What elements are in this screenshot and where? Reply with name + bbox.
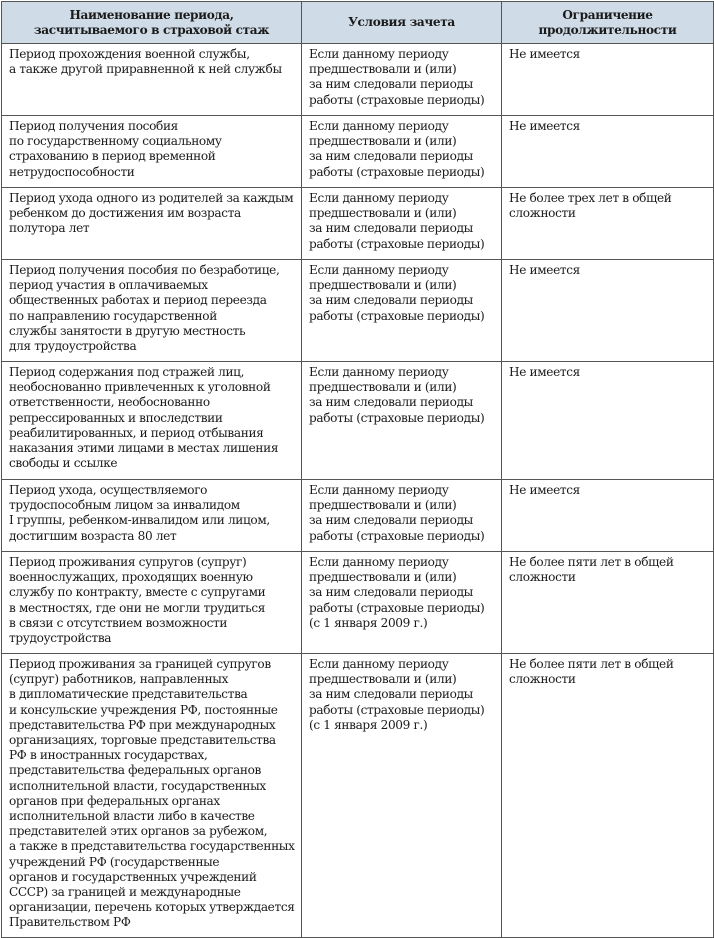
- table-row: [2, 654, 714, 938]
- condition-cell: Если данному периоду предшествовали и (или) за ним следовали периоды работы (страховые периоды): [302, 480, 502, 552]
- condition-cell: Если данному периоду предшествовали и (или) за ним следовали периоды работы (страховые периоды): [302, 260, 502, 362]
- limit-cell: Не имеется: [502, 362, 714, 480]
- insurance-periods-table: [1, 1, 714, 938]
- table-row: [2, 44, 714, 116]
- period-cell: Период прохождения военной службы, а также другой приравненной к ней службы: [2, 44, 302, 116]
- table-row: [2, 260, 714, 362]
- header-conditions: Условия зачета: [302, 2, 502, 44]
- table-row: [2, 188, 714, 260]
- limit-cell: Не имеется: [502, 480, 714, 552]
- header-duration-limit: Ограничение продолжительности: [502, 2, 714, 44]
- period-cell: Период получения пособия по безработице, период участия в оплачиваемых общественных работах и период переезда по направлению государственной службы занятости в другую местность для трудоустройства: [2, 260, 302, 362]
- limit-cell: Не более пяти лет в общей сложности: [502, 552, 714, 654]
- table-row: [2, 116, 714, 188]
- condition-cell: Если данному периоду предшествовали и (или) за ним следовали периоды работы (страховые периоды): [302, 362, 502, 480]
- header-row: [2, 2, 714, 44]
- condition-cell: Если данному периоду предшествовали и (или) за ним следовали периоды работы (страховые периоды) (с 1 января 2009 г.): [302, 552, 502, 654]
- period-cell: Период ухода одного из родителей за каждым ребенком до достижения им возраста полутора лет: [2, 188, 302, 260]
- limit-cell: Не более трех лет в общей сложности: [502, 188, 714, 260]
- table-row: [2, 552, 714, 654]
- condition-cell: Если данному периоду предшествовали и (или) за ним следовали периоды работы (страховые периоды) (с 1 января 2009 г.): [302, 654, 502, 938]
- period-cell: Период проживания за границей супругов (супруг) работников, направленных в дипломатические представительства и консульские учреждения РФ, постоянные представительства РФ при международных организациях, торговые представительства РФ в иностранных государствах, представительства федеральных органов исполнительной власти, государственных органов при федеральных органах исполнительной власти либо в качестве представителей этих органов за рубежом, а также в представительства государственных учреждений РФ (государственные органов и государственных учреждений СССР) за границей и международные организации, перечень которых утверждается Правительством РФ: [2, 654, 302, 938]
- table-row: [2, 480, 714, 552]
- period-cell: Период проживания супругов (супруг) военнослужащих, проходящих военную службу по контракту, вместе с супругами в местностях, где они не могли трудиться в связи с отсутствием возможности трудоустройства: [2, 552, 302, 654]
- header-period-name: Наименование периода, засчитываемого в страховой стаж: [2, 2, 302, 44]
- limit-cell: Не имеется: [502, 260, 714, 362]
- period-cell: Период содержания под стражей лиц, необоснованно привлеченных к уголовной ответственности, необоснованно репрессированных и впоследствии реабилитированных, и период отбывания наказания этими лицами в местах лишения свободы и ссылке: [2, 362, 302, 480]
- period-cell: Период получения пособия по государственному социальному страхованию в период временной нетрудоспособности: [2, 116, 302, 188]
- condition-cell: Если данному периоду предшествовали и (или) за ним следовали периоды работы (страховые периоды): [302, 188, 502, 260]
- table-row: [2, 362, 714, 480]
- period-cell: Период ухода, осуществляемого трудоспособным лицом за инвалидом I группы, ребенком-инвалидом или лицом, достигшим возраста 80 лет: [2, 480, 302, 552]
- condition-cell: Если данному периоду предшествовали и (или) за ним следовали периоды работы (страховые периоды): [302, 44, 502, 116]
- limit-cell: Не имеется: [502, 44, 714, 116]
- condition-cell: Если данному периоду предшествовали и (или) за ним следовали периоды работы (страховые периоды): [302, 116, 502, 188]
- limit-cell: Не более пяти лет в общей сложности: [502, 654, 714, 938]
- limit-cell: Не имеется: [502, 116, 714, 188]
